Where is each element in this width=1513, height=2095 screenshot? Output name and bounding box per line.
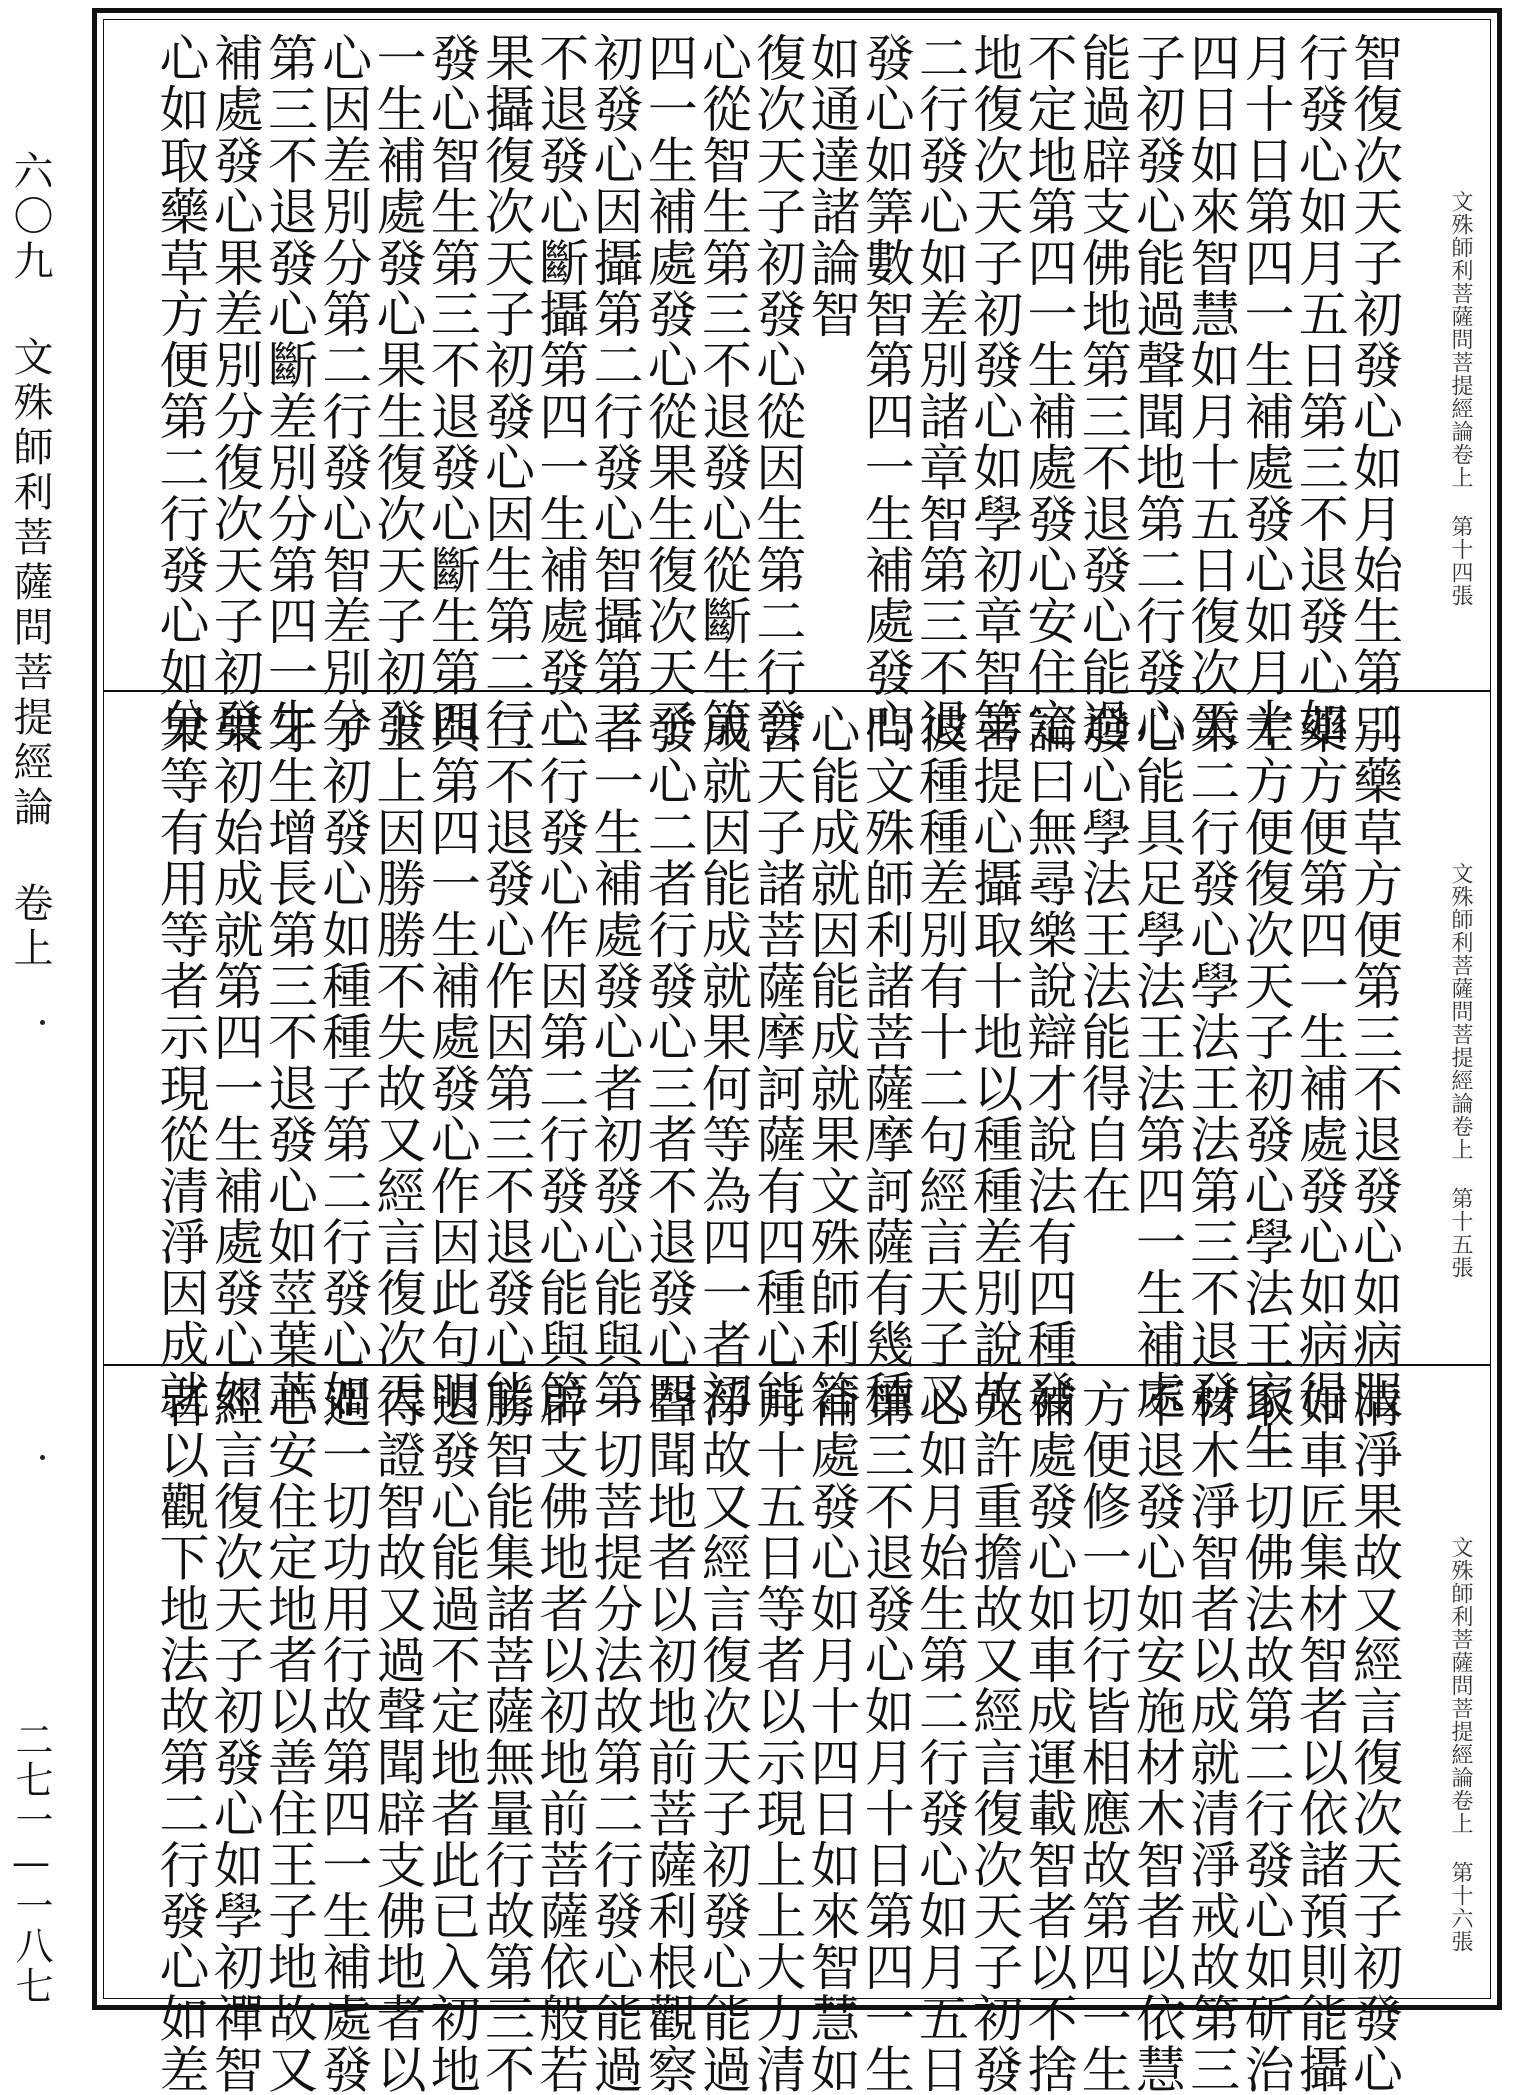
text-column: 菩提心攝取十地以種種差別說故 bbox=[965, 704, 1024, 1421]
text-column: 過一切功用行故第四一生補處發 bbox=[314, 1378, 373, 2095]
text-column: 一切菩提分法故第二行發心能過 bbox=[585, 1378, 644, 2095]
page-frame bbox=[92, 8, 1502, 2095]
panel-top bbox=[104, 20, 1490, 749]
text-column: 四一生補處發心從果生復次天子 bbox=[639, 32, 698, 749]
panel-margin-note: 文殊師利菩薩問菩提經論卷上 第十四張 bbox=[1448, 190, 1473, 607]
text-column: 行發心如月五日第三不退發心如 bbox=[1290, 32, 1349, 749]
margin-dot bbox=[40, 1455, 45, 1460]
text-column: 復次天子初發心從因生第二行發 bbox=[748, 32, 807, 749]
text-column: 發心二者行發心三者不退發心四 bbox=[639, 704, 698, 1421]
text-column: 地復次天子初發心如學初章智第 bbox=[965, 32, 1024, 749]
text-columns bbox=[151, 20, 1403, 749]
text-column: 言天子諸菩薩摩訶薩有四種心能 bbox=[748, 704, 807, 1421]
page-frame-inner bbox=[103, 19, 1491, 2095]
text-column: 不退發心如安施材木智者以依慧 bbox=[1128, 1378, 1186, 2095]
text-column: 發心學法王法能得自在 bbox=[1073, 704, 1132, 1216]
text-column: 聲聞地者以初地前菩薩利根觀察 bbox=[639, 1378, 698, 2095]
text-column: 心如取藥草方便第二行發心如分 bbox=[151, 32, 210, 749]
text-column: 第三不退發心斷差別分第四一生 bbox=[260, 32, 318, 749]
text-column: 子初發心如種種子第二行發心如 bbox=[314, 704, 373, 1421]
text-column: 補處發心如月十四日如來智慧如 bbox=[802, 1378, 861, 2095]
text-column: 心因差別分第二行發心智差別分 bbox=[314, 32, 373, 749]
text-column: 辟支佛地者以初地前菩薩依般若 bbox=[531, 1378, 590, 2095]
text-column: 彼種種差別有十二句經言天子又 bbox=[911, 704, 969, 1421]
text-column: 四日如來智慧如月十五日復次天 bbox=[1182, 32, 1241, 749]
text-column: 論曰無尋樂說辯才說法有四種發 bbox=[1019, 704, 1078, 1421]
text-column: 第三不退發心如月十日第四一生 bbox=[856, 1378, 915, 2095]
text-column: 與第四一生補處發心作因此句明 bbox=[422, 704, 481, 1421]
panel-margin-note: 文殊師利菩薩問菩提經論卷上 第十六張 bbox=[1448, 1536, 1473, 1953]
text-column: 補處發心果差別分復次天子初發 bbox=[205, 32, 264, 749]
text-column: 二行發心作因第二行發心能與第 bbox=[531, 704, 590, 1421]
text-column: 者一生補處發心者初發心能與第 bbox=[585, 704, 644, 1421]
panel-middle bbox=[104, 692, 1490, 1472]
text-column: 藥方便第四一生補處發心如病得 bbox=[1290, 704, 1349, 1421]
text-column: 心從智生第三不退發心從斷生第 bbox=[694, 32, 752, 749]
text-column: 淨故又經言復次天子初發心能過 bbox=[694, 1378, 752, 2095]
text-column: 牙生增長第三不退發心如莖葉華 bbox=[260, 704, 318, 1421]
text-column: 者以觀下地法故第二行發心如差 bbox=[151, 1378, 210, 2095]
margin-title: 六〇九 文殊師利菩薩問菩提經論 卷上 bbox=[7, 150, 53, 972]
text-column: 差方便復次天子初發心學法王家生 bbox=[1236, 704, 1295, 1472]
text-column: 心安住定地者以善住王子地故又 bbox=[260, 1378, 318, 2095]
text-column: 子初發心能過聲聞地第二行發心 bbox=[1128, 32, 1186, 749]
text-column: 心能具足學法王法第四一生補處 bbox=[1128, 704, 1186, 1421]
text-column: 成就因能成就果何等為四一者初 bbox=[694, 704, 752, 1421]
text-column: 別藥草方便第三不退發心如病服 bbox=[1345, 704, 1403, 1421]
panel-bottom bbox=[104, 1366, 1490, 2095]
text-column: 退發心能過不定地者此已入初地 bbox=[422, 1378, 481, 2095]
text-column: 材木淨智者以成就清淨戒故第三 bbox=[1182, 1378, 1241, 2095]
text-columns bbox=[151, 1366, 1403, 2095]
text-column: 發心如筭數智第四一生補處發心 bbox=[856, 32, 915, 749]
text-column: 果初始成就第四一生補處發心如 bbox=[205, 704, 264, 1421]
text-column: 如通達諸論智 bbox=[802, 32, 861, 340]
text-column: 果等有用等者示現從清淨因成就 bbox=[151, 704, 210, 1421]
text-column: 補處發心如車成運載智者以不捨 bbox=[1019, 1378, 1078, 2095]
text-column: 第二行發心學法王法第三不退發 bbox=[1182, 704, 1241, 1421]
text-column: 勝智能集諸菩薩無量行故第三不 bbox=[477, 1378, 535, 2095]
text-column: 果攝復次天子初發心因生第二行 bbox=[477, 32, 535, 749]
text-column: 能過辟支佛地第三不退發心能過 bbox=[1073, 32, 1132, 749]
text-column: 二行發心如差別諸章智第三不退 bbox=[911, 32, 969, 749]
text-column: 一生補處發心果生復次天子初發 bbox=[368, 32, 427, 749]
text-column: 先許重擔故又經言復次天子初發 bbox=[965, 1378, 1024, 2095]
text-column: 初發心因攝第二行發心智攝第三 bbox=[585, 32, 644, 749]
text-column: 清淨果故又經言復次天子初發心 bbox=[1345, 1378, 1403, 2095]
text-column: 智復次天子初發心如月始生第二 bbox=[1345, 32, 1403, 749]
text-column: 方便修一切行皆相應故第四一生 bbox=[1073, 1378, 1132, 2095]
text-column: 發心智生第三不退發心斷生第四 bbox=[422, 32, 481, 749]
text-column: 不退發心斷攝第四一生補處發心 bbox=[531, 32, 590, 749]
text-column: 如車匠集材智者以依諸預則能攝 bbox=[1290, 1378, 1349, 2095]
left-margin bbox=[0, 0, 92, 2024]
panel-margin-note: 文殊師利菩薩問菩提經論卷上 第十五張 bbox=[1448, 862, 1473, 1279]
text-column: 上上因勝勝不失故又經言復次天 bbox=[368, 704, 427, 1421]
text-column: 心能成就因能成就果文殊師利答 bbox=[802, 704, 861, 1421]
text-column: 得證智故又過聲聞辟支佛地者以 bbox=[368, 1378, 427, 2095]
text-column: 經言復次天子初發心如學初禪智 bbox=[205, 1378, 264, 2095]
text-column: 月十日第四一生補處發心如月十 bbox=[1236, 32, 1295, 749]
text-column: 問文殊師利諸菩薩摩訶薩有幾種 bbox=[856, 704, 915, 1421]
text-column: 心如月始生第二行發心如月五日 bbox=[911, 1378, 969, 2095]
text-columns bbox=[151, 692, 1403, 1472]
text-column: 不定地第四一生補處發心安住定 bbox=[1019, 32, 1078, 749]
text-column: 取一切佛法故第二行發心如斫治 bbox=[1236, 1378, 1295, 2095]
text-column: 月十五日等者以示現上上大力清 bbox=[748, 1378, 807, 2095]
margin-page-number: 二七一—一八七 bbox=[9, 1720, 53, 2006]
text-column: 三不退發心作因第三不退發心能 bbox=[477, 704, 535, 1421]
margin-dot bbox=[40, 1020, 45, 1025]
